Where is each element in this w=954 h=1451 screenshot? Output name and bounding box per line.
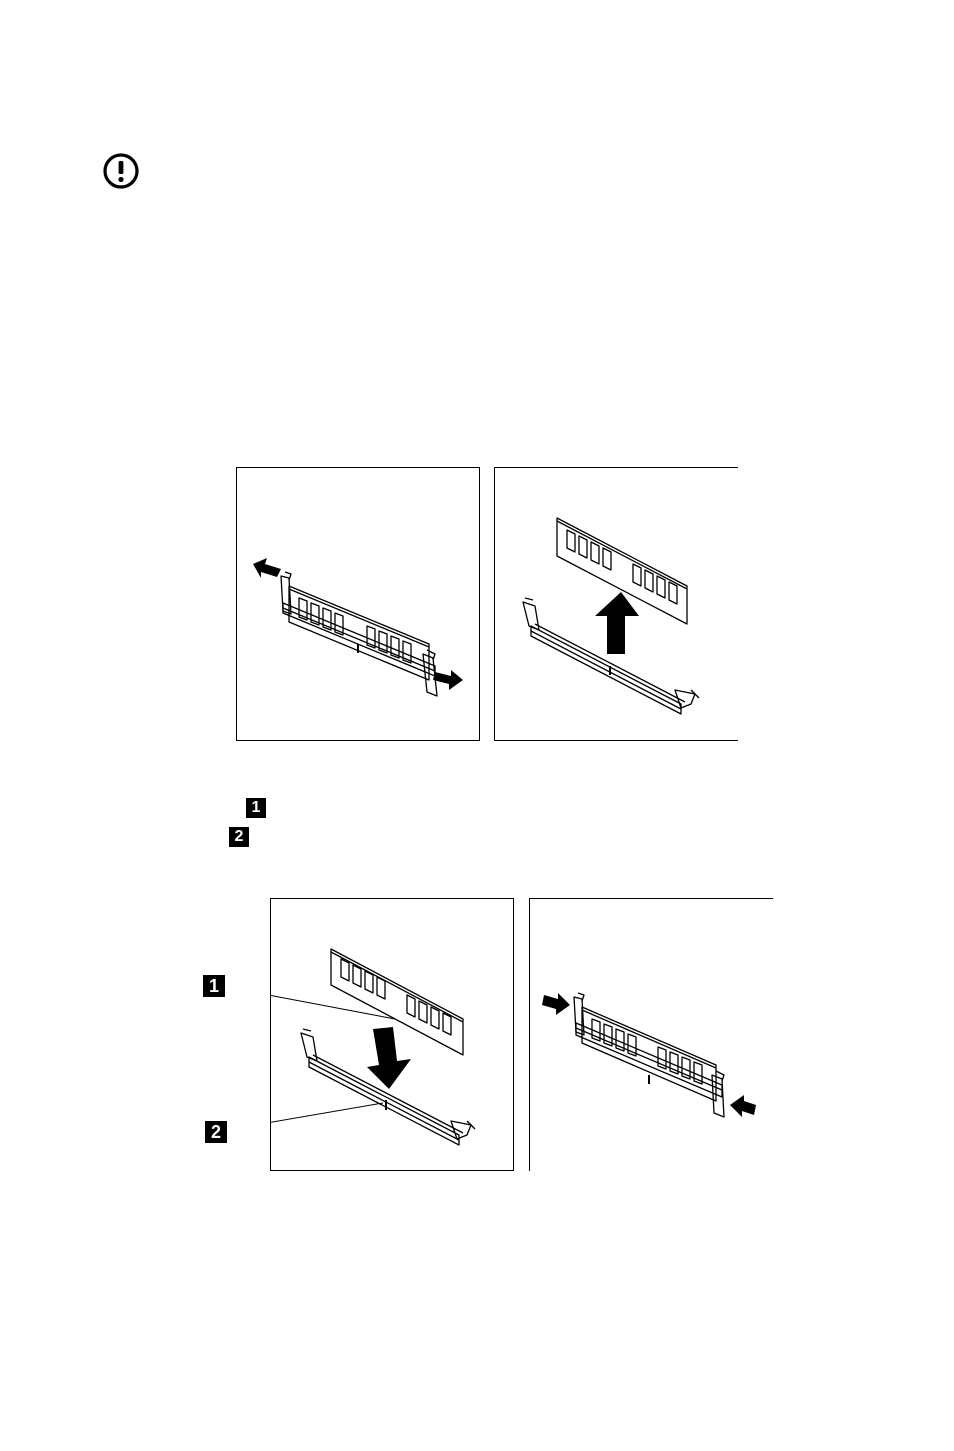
callout-2: 2: [229, 827, 249, 847]
callout-1: 1: [246, 798, 266, 818]
figure-install-close-latches: [529, 898, 773, 1171]
figure-install-insert-module: [270, 898, 514, 1171]
attention-icon: [102, 152, 140, 190]
figure-remove-open-latches: [236, 467, 480, 741]
figure-remove-lift-module: [494, 467, 738, 741]
callout-2-figure: 2: [205, 1121, 227, 1143]
callout-1-figure: 1: [203, 975, 225, 997]
